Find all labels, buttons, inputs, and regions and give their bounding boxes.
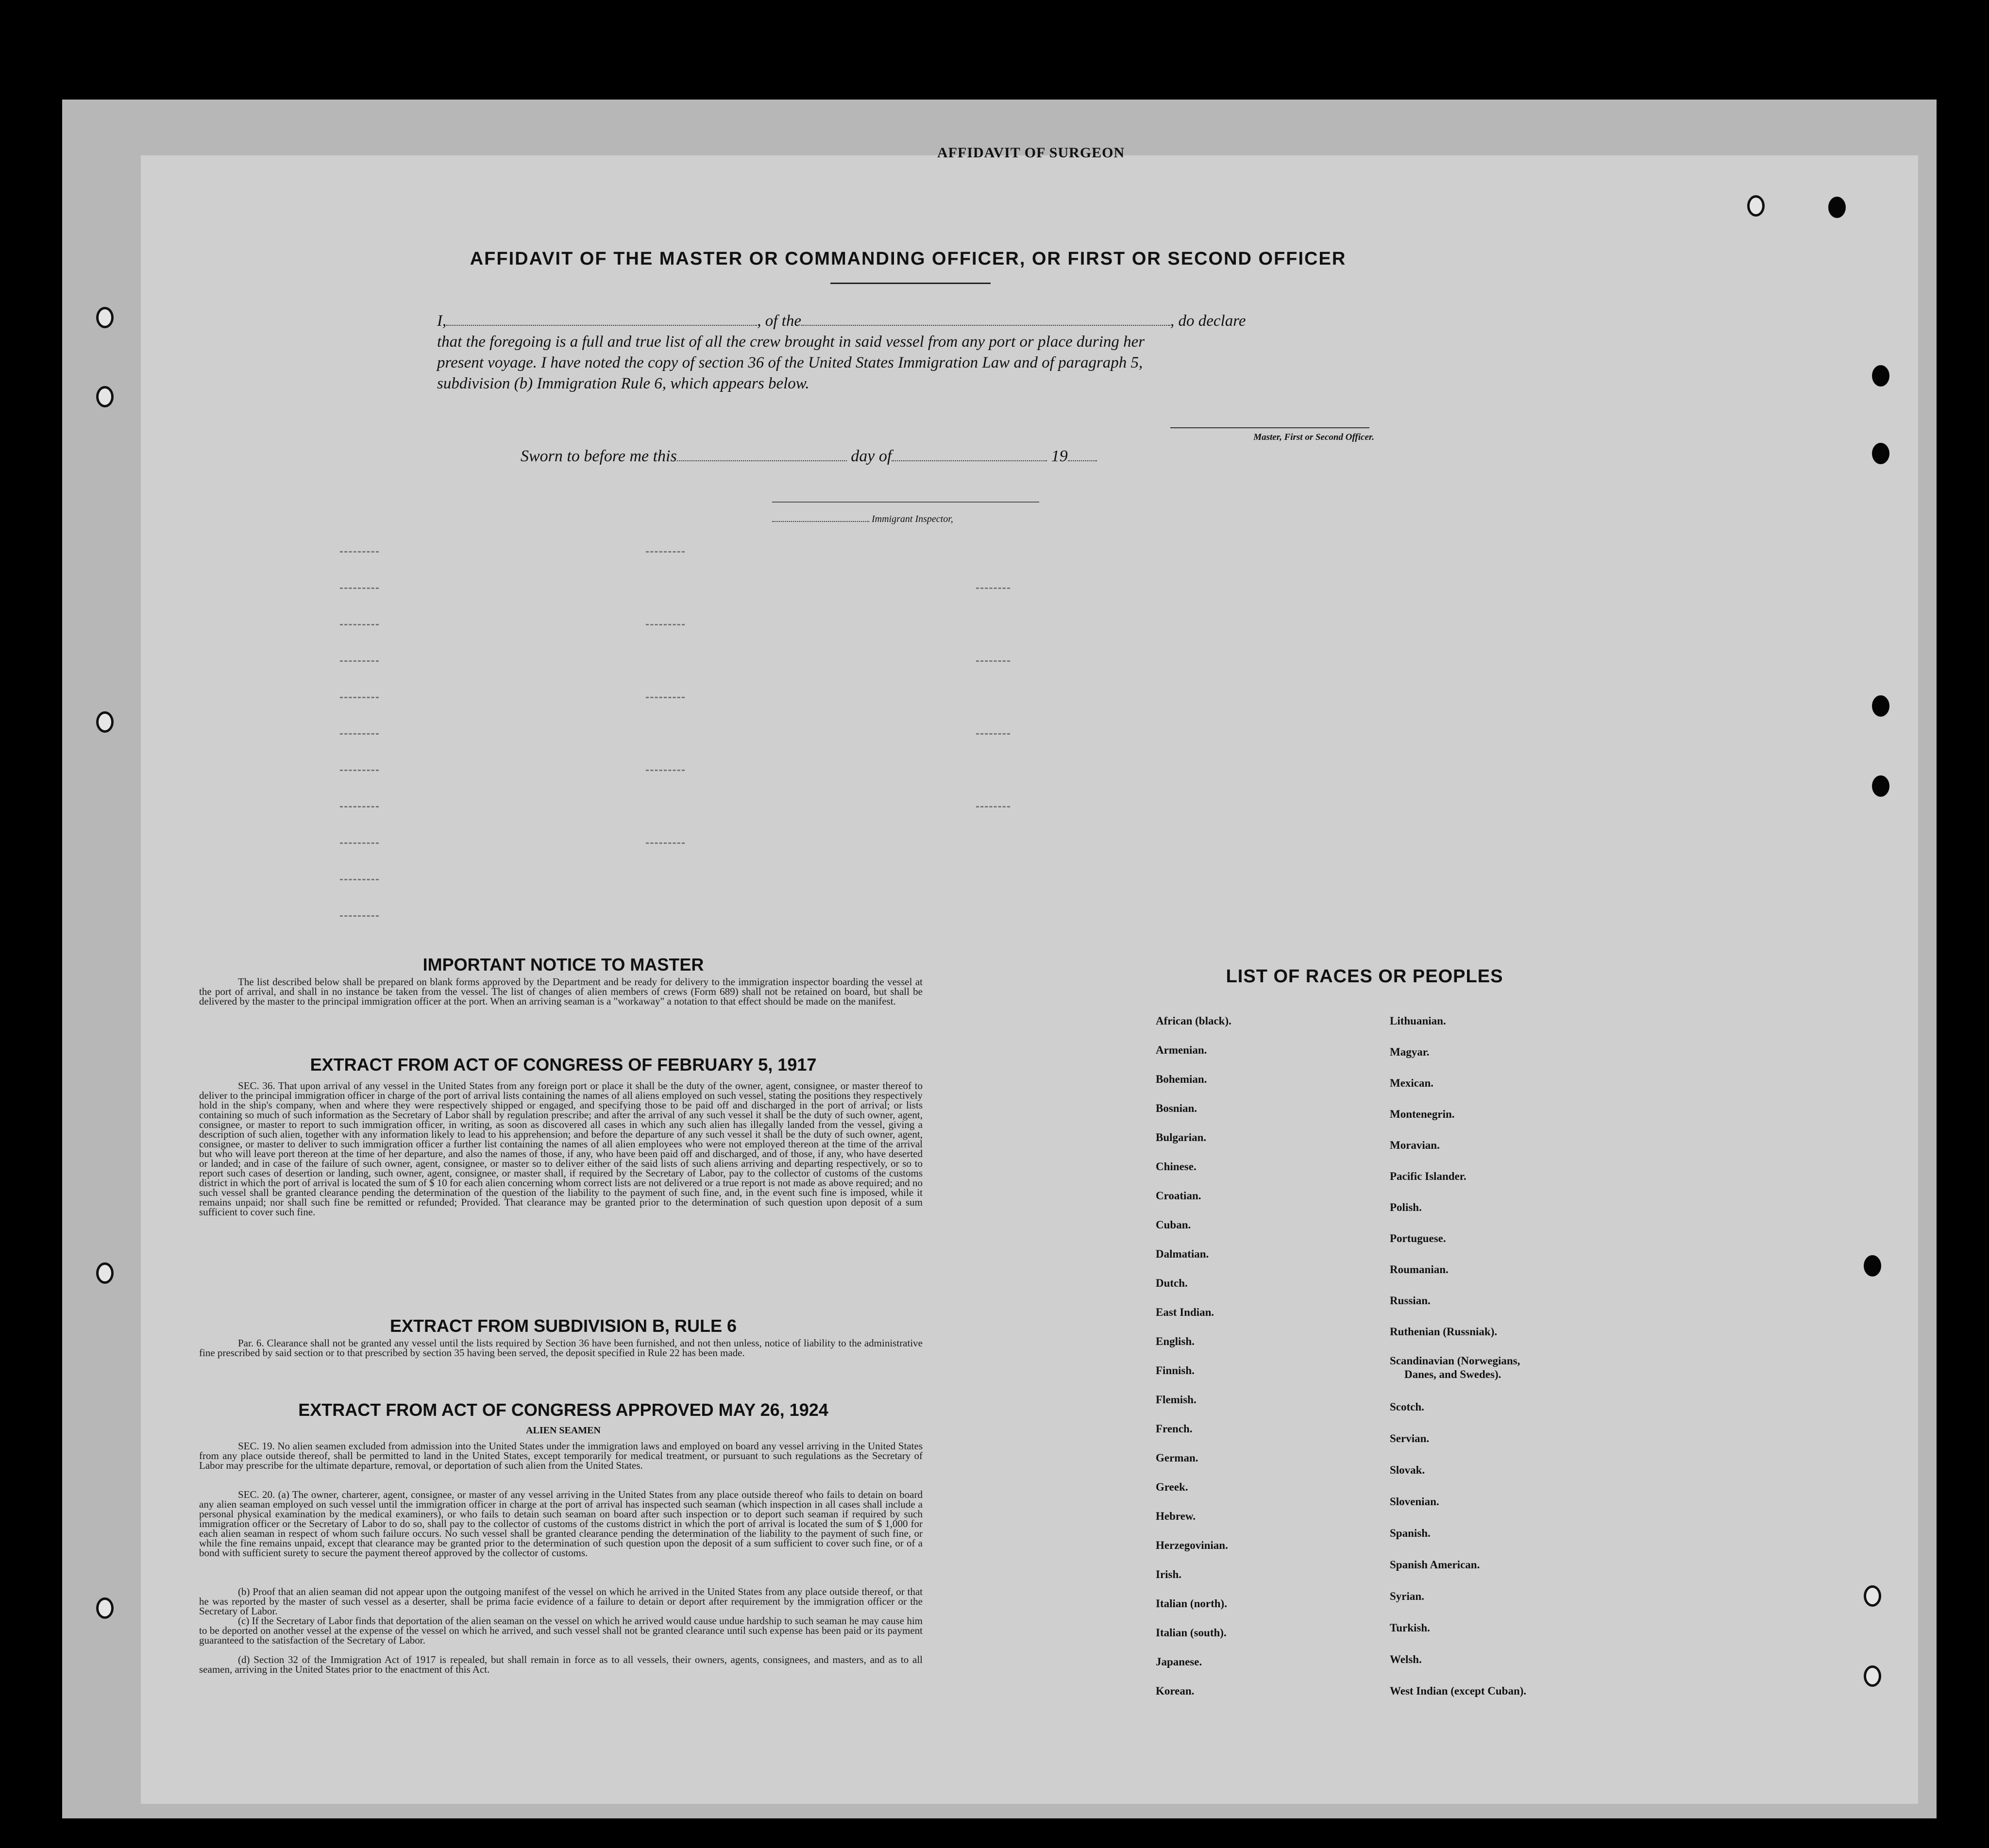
- affidavit-line-1: [437, 311, 1374, 332]
- signature-line[interactable]: [1170, 427, 1369, 428]
- extract-rule6-title: EXTRACT FROM SUBDIVISION B, RULE 6: [389, 1316, 737, 1336]
- race-left: Herzegovinian.: [1156, 1539, 1228, 1551]
- extract-1924-c: (c) If the Secretary of Labor finds that deportation of the alien seaman on the vessel on which he arrived would cause undue hardship to such seaman he may cause him to be deported on another vessel at the expense of the vessel on which he arrived, and such vessel shall not be granted clearance until such expense has been paid or its payment guaranteed to the satisfaction of the Secretary of Labor.: [199, 1615, 923, 1646]
- race-left: Armenian.: [1156, 1044, 1207, 1056]
- bleed-dash: [340, 770, 379, 771]
- bleed-dash: [340, 915, 379, 917]
- affidavit-body: [437, 311, 1374, 394]
- vessel-field[interactable]: [801, 311, 1170, 326]
- sworn-prefix: Sworn to before me this: [521, 447, 677, 465]
- bleed-dash: [976, 588, 1010, 589]
- race-right: Slovenian.: [1390, 1495, 1439, 1508]
- binder-hole-icon: [1872, 365, 1889, 386]
- notice-title: IMPORTANT NOTICE TO MASTER: [422, 955, 704, 974]
- race-right: Servian.: [1390, 1432, 1430, 1445]
- race-right: Pacific Islander.: [1390, 1170, 1466, 1182]
- extract-1924-d: (d) Section 32 of the Immigration Act of 1917 is repealed, but shall remain in force as to all vessels, their owners, agents, consignees, and masters, and as to all seamen, arriving in the United States prior to the enactment of this Act.: [199, 1654, 923, 1675]
- do-declare-text: , do declare: [1170, 312, 1246, 330]
- affidavit-title: AFFIDAVIT OF THE MASTER OR COMMANDING OFFICER, OR FIRST OR SECOND OFFICER: [470, 249, 1347, 269]
- signature-caption: Master, First or Second Officer.: [1253, 432, 1374, 442]
- extract-rule6-text: Par. 6. Clearance shall not be granted any vessel until the lists required by Section 36 have been furnished, and not then unless, notice of liability to the administrative fine prescribed by said section or to that prescribed by section 35 having been served, the deposit specified in Rule 22 has been made.: [199, 1337, 923, 1359]
- extract-1924-subtitle: ALIEN SEAMEN: [526, 1425, 601, 1436]
- bleed-dash: [646, 770, 685, 771]
- name-field[interactable]: [446, 311, 757, 326]
- binder-hole-icon: [96, 1262, 114, 1284]
- race-left: Hebrew.: [1156, 1510, 1196, 1522]
- bleed-dash: [976, 660, 1010, 662]
- sworn-day-text: day of: [851, 447, 892, 465]
- race-left: Chinese.: [1156, 1160, 1197, 1173]
- extract-1924-sec19: SEC. 19. No alien seamen excluded from admission into the United States under the immigration laws and employed on board any vessel arriving in the United States from any place outside thereof, shall be permitted to land in the United States, except temporarily for medical treatment, or pursuant to such regulations as the Secretary of Labor may prescribe for the ultimate departure, removal, or deportation of such alien from the United States.: [199, 1440, 923, 1471]
- binder-hole-icon: [1872, 443, 1889, 464]
- race-left: Korean.: [1156, 1685, 1195, 1697]
- race-right: Roumanian.: [1390, 1263, 1449, 1276]
- bleed-dash: [340, 588, 379, 589]
- extract-1924-b: (b) Proof that an alien seaman did not appear upon the outgoing manifest of the vessel on which he arrived in the United States from any place outside thereof, or that he was reported by the master of such vessel as a deserter, shall be prima facie evidence of a failure to detain or deport after requirement by the immigration officer or the Secretary of Labor.: [199, 1586, 923, 1617]
- race-left: Bulgarian.: [1156, 1131, 1207, 1143]
- bleed-dash: [340, 660, 379, 662]
- bleed-dash: [646, 697, 685, 698]
- sworn-day-field[interactable]: [677, 447, 847, 461]
- race-left: Italian (south).: [1156, 1627, 1227, 1639]
- title-rule: [830, 283, 991, 284]
- bleed-dash: [340, 806, 379, 807]
- bleed-dash: [340, 697, 379, 698]
- binder-hole-icon: [96, 386, 114, 407]
- inspector-line[interactable]: [772, 502, 1039, 503]
- race-right: Russian.: [1390, 1294, 1431, 1307]
- race-right: Welsh.: [1390, 1653, 1422, 1665]
- binder-hole-icon: [1872, 775, 1889, 797]
- bleed-dash: [646, 551, 685, 553]
- race-right: Spanish American.: [1390, 1559, 1480, 1571]
- race-right: Slovak.: [1390, 1464, 1425, 1476]
- bleed-dash: [646, 842, 685, 844]
- binder-hole-icon: [1828, 197, 1846, 218]
- bleed-dash: [340, 551, 379, 553]
- race-right: Lithuanian.: [1390, 1015, 1446, 1027]
- top-label: AFFIDAVIT OF SURGEON: [937, 145, 1125, 161]
- extract-1924-title: EXTRACT FROM ACT OF CONGRESS APPROVED MAY 26, 1924: [298, 1400, 828, 1420]
- binder-hole-icon: [96, 711, 114, 733]
- race-right: Moravian.: [1390, 1139, 1440, 1151]
- race-right: Turkish.: [1390, 1622, 1430, 1634]
- race-right: West Indian (except Cuban).: [1390, 1685, 1527, 1697]
- race-left: Finnish.: [1156, 1364, 1195, 1377]
- binder-hole-icon: [1864, 1255, 1881, 1277]
- race-right: Polish.: [1390, 1201, 1422, 1213]
- sworn-month-field[interactable]: [892, 447, 1047, 461]
- inspector-caption: Immigrant Inspector,: [872, 514, 953, 524]
- race-right: Portuguese.: [1390, 1232, 1446, 1244]
- race-left: East Indian.: [1156, 1306, 1214, 1318]
- race-right: Montenegrin.: [1390, 1108, 1455, 1120]
- bleed-dash: [340, 733, 379, 735]
- extract-1917-title: EXTRACT FROM ACT OF CONGRESS OF FEBRUARY 5, 1917: [310, 1055, 817, 1075]
- binder-hole-icon: [96, 1597, 114, 1619]
- race-right: Syrian.: [1390, 1590, 1424, 1602]
- races-title: LIST OF RACES OR PEOPLES: [1226, 966, 1503, 987]
- inspector-caption-row: [772, 514, 953, 525]
- race-left: Flemish.: [1156, 1394, 1197, 1406]
- race-left: Greek.: [1156, 1481, 1188, 1493]
- race-left: Croatian.: [1156, 1190, 1201, 1202]
- binder-hole-icon: [1872, 695, 1889, 717]
- race-left: Cuban.: [1156, 1219, 1191, 1231]
- extract-1924-sec20: SEC. 20. (a) The owner, charterer, agent, consignee, or master of any vessel arriving in the United States from any place outside thereof who fails to detain on board any alien seaman employed on such vessel until the immigration officer in charge at the port of arrival has inspected such seaman (which inspection in all cases shall include a personal physical examination by the medical examiners), or who fails to detain such seaman on board after such inspection or to deport such seaman if required by such immigration officer or the Secretary of Labor to do so, shall pay to the collector of customs of the customs district in which the port of arrival is located the sum of $ 1,000 for each alien seaman in respect of whom such failure occurs. No such vessel shall be granted clearance pending the determination of the liability to the payment of such fine, or while the fine remains unpaid, except that clearance may be granted prior to the determination of such question upon the deposit of a sum sufficient to cover such fine, or of a bond with sufficient surety to secure the payment thereof approved by the collector of customs.: [199, 1489, 923, 1559]
- i-prefix: I,: [437, 312, 447, 330]
- race-right: Magyar.: [1390, 1046, 1430, 1058]
- binder-hole-icon: [1864, 1585, 1881, 1607]
- race-left: Dalmatian.: [1156, 1248, 1209, 1260]
- affidavit-line-4: subdivision (b) Immigration Rule 6, which appears below.: [437, 375, 809, 392]
- race-right: Scandinavian (Norwegians,: [1390, 1355, 1520, 1367]
- race-right: Danes, and Swedes).: [1404, 1368, 1501, 1380]
- race-right: Spanish.: [1390, 1527, 1431, 1539]
- bleed-dash: [646, 624, 685, 625]
- race-left: Bosnian.: [1156, 1102, 1197, 1114]
- race-left: Dutch.: [1156, 1277, 1188, 1289]
- race-left: Japanese.: [1156, 1656, 1202, 1668]
- binder-hole-icon: [1747, 195, 1765, 217]
- notice-text: The list described below shall be prepared on blank forms approved by the Department and be ready for delivery to the immigration inspector boarding the vessel at the port of arrival, and shall in no instance be taken from the vessel. The list of changes of alien members of crews (Form 689) shall not be retained on board, but shall be delivered by the master to the principal immigration officer at the port. When an arriving seaman is a "workaway" a notation to that effect should be made on the manifest.: [199, 976, 923, 1007]
- affidavit-line-3: present voyage. I have noted the copy of section 36 of the United States Immigration Law and of paragraph 5,: [437, 354, 1143, 371]
- binder-hole-icon: [96, 307, 114, 328]
- of-the-text: , of the: [757, 312, 801, 330]
- race-right: Scotch.: [1390, 1401, 1424, 1413]
- affidavit-line-2: that the foregoing is a full and true list of all the crew brought in said vessel from any port or place during her: [437, 333, 1145, 351]
- race-left: German.: [1156, 1452, 1198, 1464]
- sworn-year-text: 19: [1051, 447, 1068, 465]
- inspector-field[interactable]: [772, 514, 869, 522]
- bleed-dash: [340, 624, 379, 625]
- race-left: English.: [1156, 1335, 1195, 1347]
- race-left: African (black).: [1156, 1015, 1231, 1027]
- race-right: Mexican.: [1390, 1077, 1434, 1089]
- race-left: French.: [1156, 1423, 1193, 1435]
- extract-1917-text: SEC. 36. That upon arrival of any vessel in the United States from any foreign port or place it shall be the duty of the owner, agent, consignee, or master thereof to deliver to the principal immigration officer in charge of the port of arrival lists containing the names of all aliens employed on such vessel, stating the positions they respectively hold in the ship's company, when and where they were respectively shipped or engaged, and specifying those to be paid off and discharged in the port of arrival; or lists containing so much of such information as the Secretary of Labor shall by regulation prescribe; and after the arrival of any such vessel it shall be the duty of such owner, agent, consignee, or master to report to such immigration officer, in writing, as soon as discovered all cases in which any such alien has illegally landed from the vessel, giving a description of such alien, together with any information likely to lead to his apprehension; and before the departure of any such vessel it shall be the duty of such owner, agent, consignee, or master to deliver to such immigration officer a further list containing the names of all alien employees who were not employed thereon at the time of the arrival but who will leave port thereon at the time of her departure, and also the names of those, if any, who have been paid off and discharged, and of those, if any, who have deserted or landed; and in case of the failure of such owner, agent, consignee, or master so to deliver either of the said lists of such aliens arriving and departing respectively, or so to report such cases of desertion or landing, such owner, agent, consignee, or master shall, if required by the Secretary of Labor, pay to the collector of customs of the customs district in which the port of arrival is located the sum of $ 10 for each alien concerning whom correct lists are not delivered or a true report is not made as above required; and no such vessel shall be granted clearance pending the determination of the question of the liability to the payment of such fine, and, in the event such fine is imposed, while it remains unpaid; nor shall such fine be remitted or refunded; Provided. That clearance may be granted prior to the determination of such question upon deposit of a sum sufficient to cover such fine.: [199, 1080, 923, 1218]
- race-left: Bohemian.: [1156, 1073, 1207, 1085]
- binder-hole-icon: [1864, 1665, 1881, 1687]
- bleed-dash: [976, 806, 1010, 807]
- bleed-dash: [976, 733, 1010, 735]
- bleed-dash: [340, 842, 379, 844]
- sworn-year-field[interactable]: [1068, 447, 1097, 461]
- race-left: Italian (north).: [1156, 1597, 1227, 1610]
- bleed-dash: [340, 879, 379, 880]
- race-right: Ruthenian (Russniak).: [1390, 1326, 1498, 1338]
- race-left: Irish.: [1156, 1568, 1182, 1580]
- sworn-line: [521, 447, 1181, 466]
